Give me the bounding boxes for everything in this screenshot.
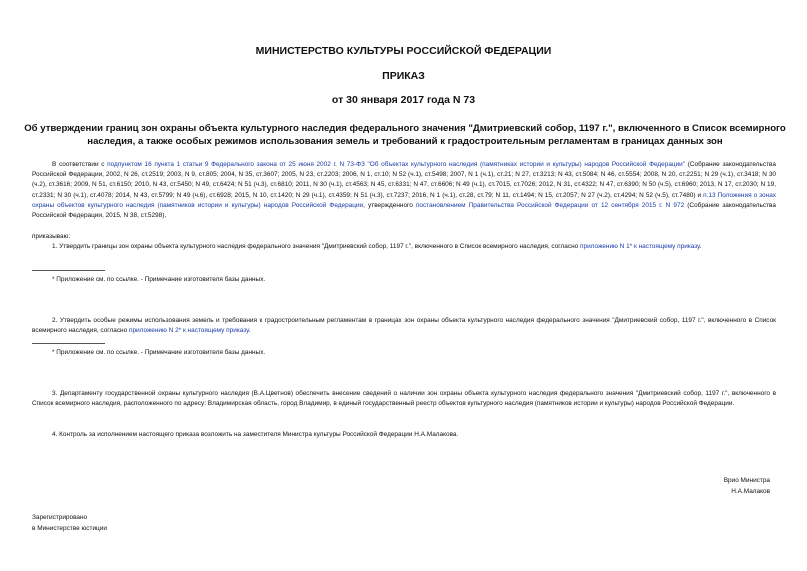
registration-block [32, 512, 107, 534]
preamble-text: (Собрание законодательства Российской Федерации, 2002, N 26, ст.2519; 2003, N 9, ст.805; 2004, N 35, ст.3607; 2005, N 23, ст.2203; 2006, N 1, ст.10; N 52 (ч.1), ст.5498; 2007, N 1 (ч.1), ст.21; N 27, ст.3213; N 43, ст.5084; N 46, ст.5554; 2008, N 20, ст.2251; N 29 (ч.1), ст.3418; N 30 (ч.2), ст.3616; 2009, N 51, ст.6150; 2010, N 43, ст.5450; N 49, ст.6424; N 51 (ч.3), ст.6810; 2011, N 30 (ч.1), ст.4563; N 45, ст.6331; N 47, ст.6606; N 49 (ч.1), ст.7015, ст.7026; 2012, N 31, ст.4322; N 47, ст.6390; N 50 (ч.5), ст.6960; 2013, N 17, ст.2030; N 19, ст.2331; N 30 (ч.1), ст.4078; 2014, N 43, ст.5799; N 49 (ч.6), ст.6928; 2015, N 10, ст.1420; N 29 (ч.1), ст.4359; N 51 (ч.3), ст.7237; 2016, N 1 (ч.1), ст.28, ст.79; N 11, ст.1494; N 15, ст.2057; N 27 (ч.2), ст.4294; N 52 (ч.5), ст.7480) и [32, 161, 776, 199]
document-title: Об утверждении границ зон охраны объекта культурного наследия федерального значения "Дмитриевский собор, 1197 г.", включенного в Список всемирного наследия, а также особых режимов использования земель и требований к градостроительным регламентам в границах данных зон [24, 123, 786, 147]
item-2-text: 2. Утвердить особые режимы использования земель и требования к градостроительным регламентам в границах зон охраны объекта культурного наследия федерального значения "Дмитриевский собор, 1197 г.", включенного в Список всемирного наследия, согласно [32, 317, 776, 335]
footnote-divider [32, 270, 105, 271]
footnote-1: * Приложение см. по ссылке. - Примечание изготовителя базы данных. [52, 276, 266, 283]
item-1 [32, 242, 776, 252]
appendix-2-link[interactable]: приложению N 2* к настоящему приказу [128, 327, 249, 335]
item-4 [32, 430, 776, 440]
item-3 [32, 389, 776, 409]
item-2-end: . [248, 327, 251, 335]
preamble-text: В соответствии с [52, 161, 108, 168]
preamble-paragraph [32, 160, 776, 221]
document-type: ПРИКАЗ [382, 70, 425, 82]
item-1-text: 1. Утвердить границы зон охраны объекта культурного наследия федерального значения "Дмитриевский собор, 1197 г.", включенного в Список всемирного наследия, согласно [52, 243, 580, 250]
preamble-text: (Собрание законодательства Российской Федерации, 2015, N 38, ст.5298), [32, 201, 776, 220]
order-word: приказываю: [32, 233, 71, 240]
law-link[interactable]: подпунктом 16 пункта 1 статьи 9 Федерального закона от 25 июня 2002 г. N 73-ФЗ "Об объектах культурного наследия (памятниках истории и культуры) народов Российской Федерации" [107, 161, 686, 168]
item-1-end: . [699, 243, 702, 250]
signature-position: Врио Министра [723, 477, 770, 484]
signature-block [724, 475, 770, 497]
ministry-heading: МИНИСТЕРСТВО КУЛЬТУРЫ РОССИЙСКОЙ ФЕДЕРАЦИИ [255, 45, 552, 57]
item-3-text: 3. Департаменту государственной охраны культурного наследия (В.А.Цветнов) обеспечить внесение сведений о наличии зон охраны объекта культурного наследия федерального значения "Дмитриевский собор, 1197 г.", включенного в Список всемирного наследия, расположенного по адресу: Владимирская область, город Владимир, в единый государственный реестр объектов культурного наследия (памятников истории и культуры) народов Российской Федерации. [32, 390, 776, 408]
item-2 [32, 316, 776, 336]
item-4-text: 4. Контроль за исполнением настоящего приказа возложить на заместителя Министра культуры Российской Федерации Н.А.Малакова. [52, 431, 459, 438]
footnote-divider [32, 343, 105, 344]
signature-name: Н.А.Малаков [731, 488, 770, 495]
footnote-2: * Приложение см. по ссылке. - Примечание изготовителя базы данных. [52, 349, 266, 356]
preamble-text: , утвержденного [363, 201, 416, 209]
document-date: от 30 января 2017 года N 73 [331, 94, 476, 106]
registration-line-1: Зарегистрировано [32, 514, 88, 521]
resolution-link[interactable]: постановлением Правительства Российской Федерации от 12 сентября 2015 г. N 972 [415, 201, 685, 209]
regulation-link[interactable]: п.13 Положения о зонах охраны объектов культурного наследия (памятников истории и культуры) народов Российской Федерации [32, 191, 776, 209]
registration-line-2: в Министерстве юстиции [32, 525, 107, 532]
appendix-1-link[interactable]: приложению N 1* к настоящему приказу [580, 243, 700, 250]
